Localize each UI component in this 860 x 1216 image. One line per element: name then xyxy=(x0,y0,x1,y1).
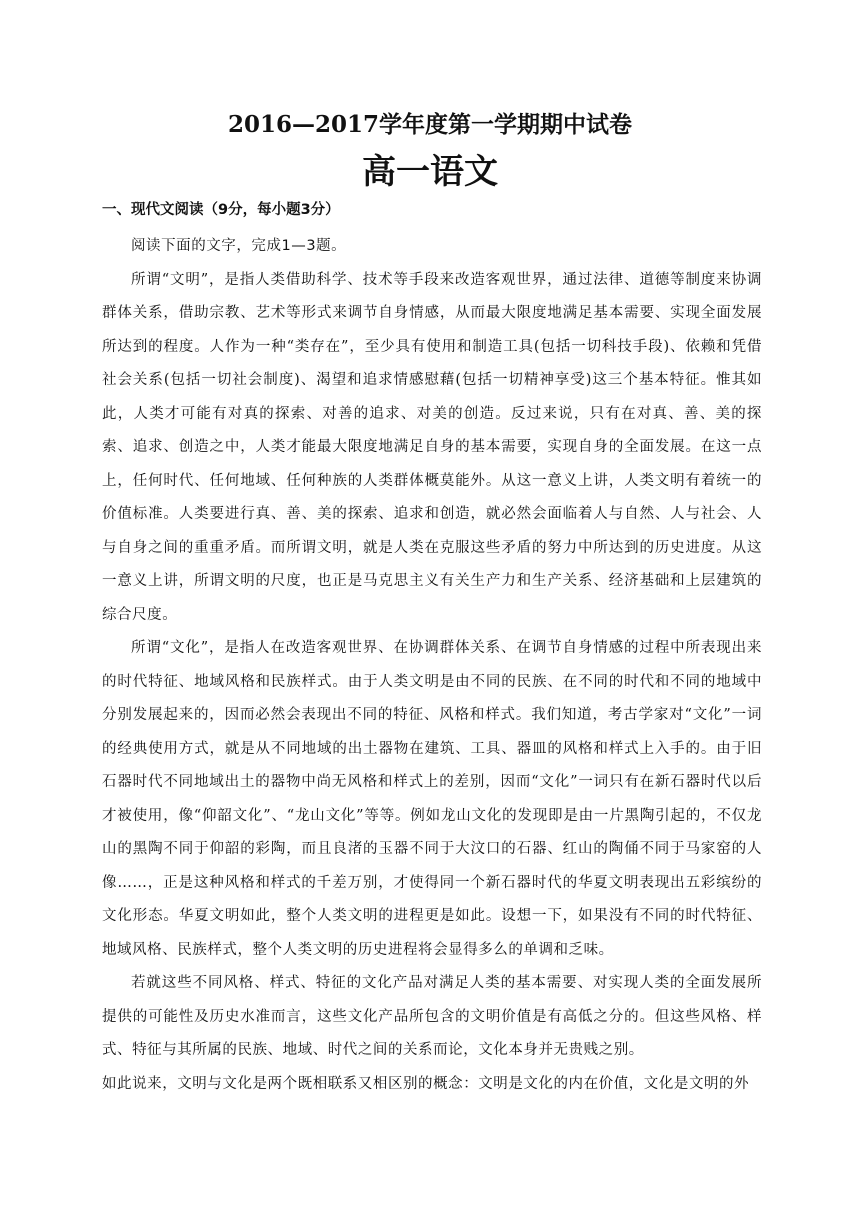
passage-paragraph-1: 所谓“文明”，是指人类借助科学、技术等手段来改造客观世界，通过法律、道德等制度来协调群体关系，借助宗教、艺术等形式来调节自身情感，从而最大限度地满足基本需要、实现全面发展所达到的程度。人作为一种“类存在”，至少具有使用和制造工具(包括一切科技手段)、依赖和凭借社会关系(包括一切社会制度)、渴望和追求情感慰藉(包括一切精神享受)这三个基本特征。惟其如此，人类才可能有对真的探索、对善的追求、对美的创造。反过来说，只有在对真、善、美的探索、追求、创造之中，人类才能最大限度地满足自身的基本需要，实现自身的全面发展。在这一点上，任何时代、任何地域、任何种族的人类群体概莫能外。从这一意义上讲，人类文明有着统一的价值标准。人类要进行真、善、美的探索、追求和创造，就必然会面临着人与自然、人与社会、人与自身之间的重重矛盾。而所谓文明，就是人类在克服这些矛盾的努力中所达到的历史进度。从这一意义上讲，所谓文明的尺度，也正是马克思主义有关生产力和生产关系、经济基础和上层建筑的综合尺度。 xyxy=(102,271,762,623)
passage-paragraph-3: 若就这些不同风格、样式、特征的文化产品对满足人类的基本需要、对实现人类的全面发展所提供的可能性及历史水准而言，这些文化产品所包含的文明价值是有高低之分的。但这些风格、样式、特征与其所属的民族、地域、时代之间的关系而论，文化本身并无贵贱之别。 xyxy=(102,975,762,1058)
subject-title: 高一语文 xyxy=(362,152,498,192)
passage-paragraph-2: 所谓“文化”，是指人在改造客观世界、在协调群体关系、在调节自身情感的过程中所表现出来的时代特征、地域风格和民族样式。由于人类文明是由不同的民族、在不同的时代和不同的地域中分别发展起来的，因而必然会表现出不同的特征、风格和样式。我们知道，考古学家对“文化”一词的经典使用方式，就是从不同地域的出土器物在建筑、工具、器皿的风格和样式上入手的。由于旧石器时代不同地域出土的器物中尚无风格和样式上的差别，因而“文化”一词只有在新石器时代以后才被使用，像“仰韶文化”、“龙山文化”等等。例如龙山文化的发现即是由一片黑陶引起的，不仅龙山的黑陶不同于仰韶的彩陶，而且良渚的玉器不同于大汶口的石器、红山的陶俑不同于马家窑的人像……，正是这种风格和样式的千差万别，才使得同一个新石器时代的华夏文明表现出五彩缤纷的文化形态。华夏文明如此，整个人类文明的进程更是如此。设想一下，如果没有不同的时代特征、地域风格、民族样式，整个人类文明的历史进程将会显得多么的单调和乏味。 xyxy=(102,640,762,958)
passage-paragraph-4: 如此说来，文明与文化是两个既相联系又相区别的概念：文明是文化的内在价值，文化是文明的外 xyxy=(102,1075,750,1092)
exam-title: 2016—2017学年度第一学期期中试卷 xyxy=(227,111,633,138)
reading-passage xyxy=(102,230,762,1101)
section-heading: 一、现代文阅读（9分，每小题3分） xyxy=(102,202,340,218)
reading-instruction: 阅读下面的文字，完成1—3题。 xyxy=(131,238,347,254)
